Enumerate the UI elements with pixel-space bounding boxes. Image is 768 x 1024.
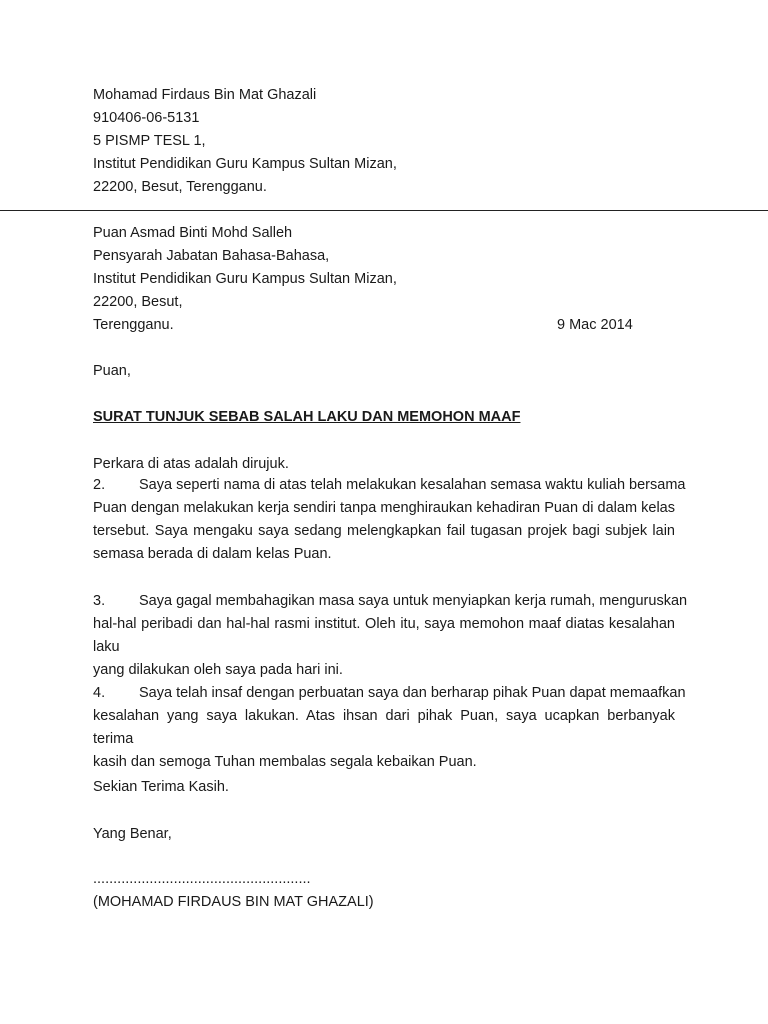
header-divider	[0, 210, 768, 211]
sender-name: Mohamad Firdaus Bin Mat Ghazali	[93, 87, 317, 103]
paragraph-line: Puan dengan melakukan kerja sendiri tanpa menghiraukan kehadiran Puan di dalam kelas	[93, 500, 675, 516]
paragraph-line: yang dilakukan oleh saya pada hari ini.	[93, 662, 343, 678]
closing-line: Sekian Terima Kasih.	[93, 779, 229, 795]
paragraph-4	[93, 682, 686, 774]
reference-line: Perkara di atas adalah dirujuk.	[93, 456, 289, 472]
letter-date: 9 Mac 2014	[557, 317, 633, 333]
recipient-position: Pensyarah Jabatan Bahasa-Bahasa,	[93, 248, 330, 264]
signature-line: ......................................................	[93, 871, 311, 887]
paragraph-line: semasa berada di dalam kelas Puan.	[93, 546, 332, 562]
paragraph-line: kesalahan yang saya lakukan. Atas ihsan dari pihak Puan, saya ucapkan berbanyak terima	[93, 708, 675, 747]
paragraph-line: hal-hal peribadi dan hal-hal rasmi institut. Oleh itu, saya memohon maaf diatas kesalahan laku	[93, 616, 675, 655]
signoff-line: Yang Benar,	[93, 826, 172, 842]
paragraph-line: tersebut. Saya mengaku saya sedang melengkapkan fail tugasan projek bagi subjek lain	[93, 523, 675, 539]
paragraph-line: 3. Saya gagal membahagikan masa saya untuk menyiapkan kerja rumah, menguruskan	[93, 590, 675, 613]
paragraph-3	[93, 590, 688, 682]
sender-ic: 910406-06-5131	[93, 110, 200, 126]
paragraph-2	[93, 474, 686, 566]
sender-address: 22200, Besut, Terengganu.	[93, 179, 267, 195]
salutation: Puan,	[93, 363, 131, 379]
recipient-postcode: 22200, Besut,	[93, 294, 183, 310]
recipient-state: Terengganu.	[93, 317, 174, 333]
sender-class: 5 PISMP TESL 1,	[93, 133, 206, 149]
paragraph-line: kasih dan semoga Tuhan membalas segala kebaikan Puan.	[93, 754, 477, 770]
sender-institution: Institut Pendidikan Guru Kampus Sultan Mizan,	[93, 156, 397, 172]
paragraph-number: 4.	[93, 685, 106, 701]
paragraph-number: 2.	[93, 477, 106, 493]
paragraph-line: 4. Saya telah insaf dengan perbuatan saya dan berharap pihak Puan dapat memaafkan	[93, 682, 675, 705]
paragraph-number: 3.	[93, 593, 106, 609]
recipient-name: Puan Asmad Binti Mohd Salleh	[93, 225, 293, 241]
recipient-institution: Institut Pendidikan Guru Kampus Sultan Mizan,	[93, 271, 397, 287]
paragraph-line: 2. Saya seperti nama di atas telah melakukan kesalahan semasa waktu kuliah bersama	[93, 474, 675, 497]
subject-heading: SURAT TUNJUK SEBAB SALAH LAKU DAN MEMOHON MAAF	[93, 409, 521, 425]
signature-name: (MOHAMAD FIRDAUS BIN MAT GHAZALI)	[93, 894, 374, 910]
